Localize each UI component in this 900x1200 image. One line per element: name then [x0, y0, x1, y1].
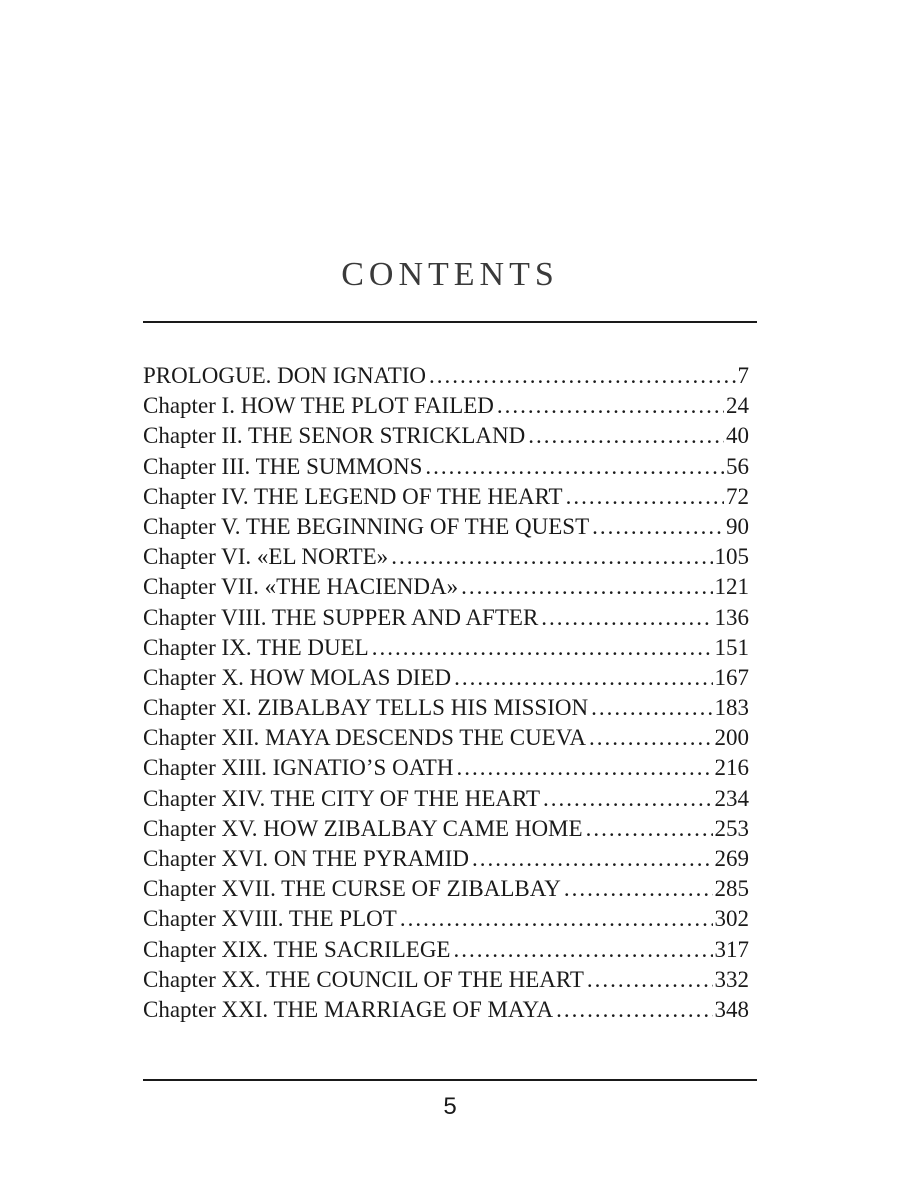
- dot-leader: [528, 421, 724, 451]
- toc-entry-title: Chapter XVIII. THE PLOT: [143, 906, 397, 932]
- toc-entry-title: Chapter XIX. THE SACRILEGE: [143, 936, 451, 962]
- toc-entry[interactable]: [143, 814, 749, 844]
- toc-entry[interactable]: [143, 723, 749, 753]
- toc-entry-title: Chapter IX. THE DUEL: [143, 634, 369, 660]
- dot-leader: [461, 572, 712, 602]
- toc-entry-page: 24: [726, 393, 749, 419]
- toc-entry-page: 151: [714, 634, 749, 660]
- toc-entry[interactable]: [143, 935, 749, 965]
- dot-leader: [566, 482, 724, 512]
- page-title: CONTENTS: [341, 256, 559, 293]
- toc-entry-page: 200: [714, 725, 749, 751]
- toc-entry[interactable]: [143, 512, 749, 542]
- toc-entry-title: Chapter I. HOW THE PLOT FAILED: [143, 393, 494, 419]
- toc-entry-page: 234: [714, 785, 749, 811]
- toc-entry-page: 40: [726, 423, 749, 449]
- dot-leader: [429, 361, 735, 391]
- bottom-divider: [143, 1079, 757, 1081]
- toc-entry[interactable]: [143, 421, 749, 451]
- toc-entry-title: Chapter XII. MAYA DESCENDS THE CUEVA: [143, 725, 586, 751]
- toc-entry[interactable]: [143, 784, 749, 814]
- dot-leader: [372, 633, 713, 663]
- toc-entry-title: Chapter X. HOW MOLAS DIED: [143, 664, 452, 690]
- table-of-contents: [143, 361, 749, 1025]
- toc-entry-title: Chapter XIV. THE CITY OF THE HEART: [143, 785, 541, 811]
- dot-leader: [453, 935, 712, 965]
- toc-entry-title: Chapter VI. «EL NORTE»: [143, 544, 389, 570]
- toc-entry[interactable]: [143, 361, 749, 391]
- toc-entry[interactable]: [143, 663, 749, 693]
- toc-entry[interactable]: [143, 391, 749, 421]
- toc-entry-page: 56: [726, 453, 749, 479]
- dot-leader: [497, 391, 724, 421]
- dot-leader: [564, 874, 713, 904]
- toc-entry-page: 7: [737, 363, 749, 388]
- toc-entry-page: 136: [714, 604, 749, 630]
- dot-leader: [454, 663, 712, 693]
- toc-entry[interactable]: [143, 904, 749, 934]
- dot-leader: [592, 512, 724, 542]
- toc-entry-title: Chapter II. THE SENOR STRICKLAND: [143, 423, 526, 449]
- dot-leader: [587, 965, 713, 995]
- dot-leader: [556, 995, 712, 1025]
- toc-entry[interactable]: [143, 603, 749, 633]
- dot-leader: [472, 844, 712, 874]
- toc-entry-page: 167: [714, 664, 749, 690]
- dot-leader: [586, 814, 713, 844]
- toc-entry-page: 216: [714, 755, 749, 781]
- toc-entry-page: 332: [714, 966, 749, 992]
- toc-entry[interactable]: [143, 633, 749, 663]
- dot-leader: [456, 753, 712, 783]
- toc-entry[interactable]: [143, 693, 749, 723]
- toc-entry[interactable]: [143, 844, 749, 874]
- toc-entry-page: 269: [714, 846, 749, 871]
- toc-entry-page: 72: [726, 483, 749, 509]
- dot-leader: [391, 542, 712, 572]
- toc-entry[interactable]: [143, 965, 749, 995]
- toc-entry[interactable]: [143, 874, 749, 904]
- top-divider: [143, 321, 757, 323]
- toc-entry-page: 285: [714, 876, 749, 902]
- dot-leader: [589, 723, 713, 753]
- toc-entry-page: 302: [714, 906, 749, 932]
- toc-entry[interactable]: [143, 995, 749, 1025]
- dot-leader: [591, 693, 712, 723]
- toc-entry-title: Chapter XV. HOW ZIBALBAY CAME HOME: [143, 815, 583, 841]
- page-number: 5: [443, 1093, 457, 1120]
- toc-entry-page: 121: [714, 574, 749, 600]
- toc-entry-page: 183: [714, 695, 749, 721]
- toc-entry[interactable]: [143, 753, 749, 783]
- toc-entry-page: 253: [714, 815, 749, 841]
- toc-entry-title: Chapter XI. ZIBALBAY TELLS HIS MISSION: [143, 695, 589, 721]
- toc-entry[interactable]: [143, 452, 749, 482]
- toc-entry[interactable]: [143, 542, 749, 572]
- dot-leader: [541, 603, 712, 633]
- toc-entry-page: 317: [714, 936, 749, 962]
- toc-entry-title: Chapter XXI. THE MARRIAGE OF MAYA: [143, 996, 554, 1022]
- dot-leader: [425, 452, 724, 482]
- toc-entry-title: Chapter III. THE SUMMONS: [143, 453, 423, 479]
- toc-entry-title: Chapter IV. THE LEGEND OF THE HEART: [143, 483, 563, 509]
- toc-entry-page: 105: [714, 544, 749, 570]
- toc-entry-title: Chapter VII. «THE HACIENDA»: [143, 574, 459, 600]
- toc-entry-page: 90: [726, 513, 749, 539]
- toc-entry-title: Chapter V. THE BEGINNING OF THE QUEST: [143, 513, 590, 539]
- toc-entry[interactable]: [143, 572, 749, 602]
- toc-entry-title: Chapter XVII. THE CURSE OF ZIBALBAY: [143, 876, 561, 902]
- toc-entry-title: Chapter XX. THE COUNCIL OF THE HEART: [143, 966, 584, 992]
- dot-leader: [543, 784, 712, 814]
- dot-leader: [400, 904, 713, 934]
- toc-entry-title: Chapter XIII. IGNATIO’S OATH: [143, 755, 454, 781]
- toc-entry-page: 348: [714, 996, 749, 1022]
- toc-entry-title: Chapter VIII. THE SUPPER AND AFTER: [143, 604, 539, 630]
- toc-entry[interactable]: [143, 482, 749, 512]
- toc-entry-title: Chapter XVI. ON THE PYRAMID: [143, 846, 470, 871]
- toc-entry-title: PROLOGUE. DON IGNATIO: [143, 363, 427, 388]
